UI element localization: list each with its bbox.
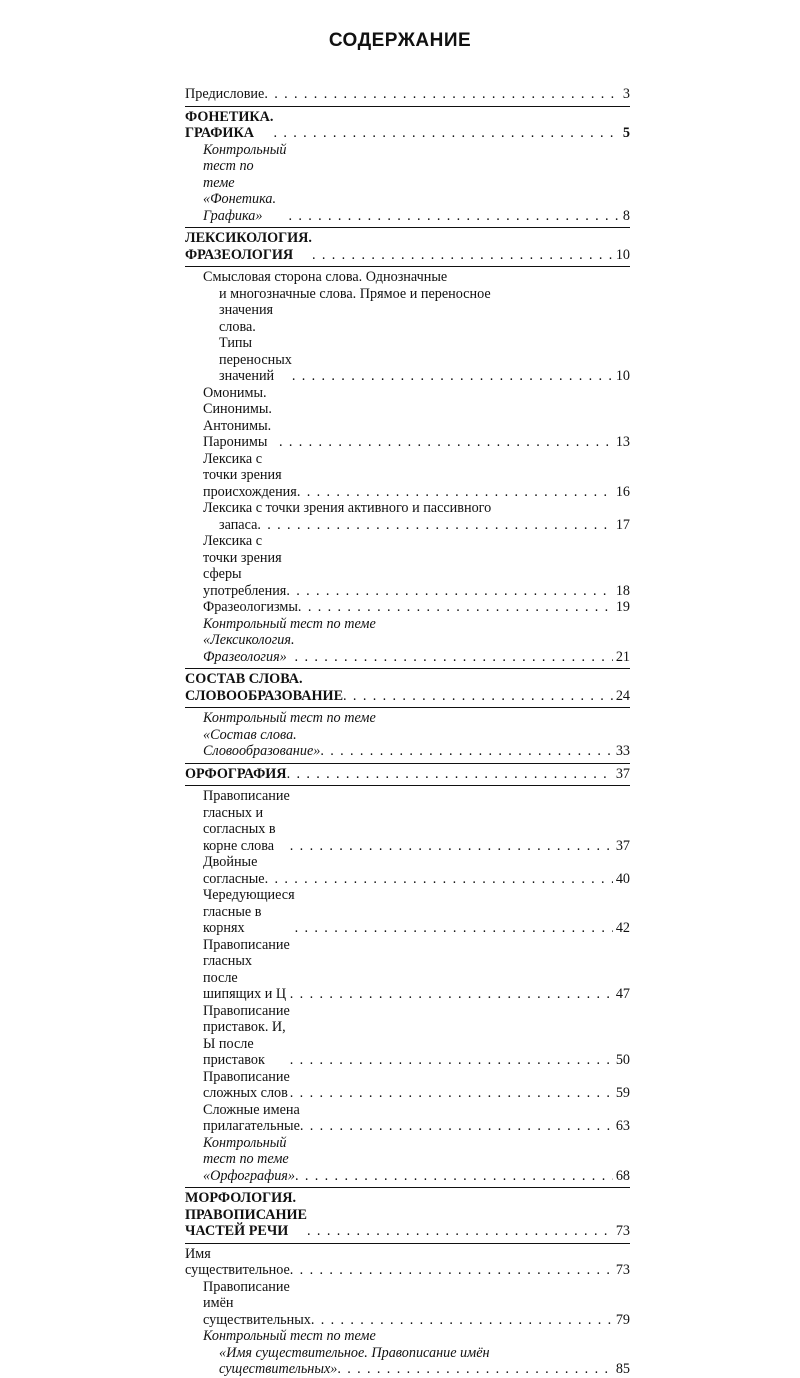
toc-page-number: 33 (615, 743, 630, 759)
toc-page-number: 68 (615, 1167, 630, 1184)
toc-page-number: 85 (615, 1361, 630, 1377)
toc-entry-title: Омонимы. Синонимы. Антонимы. Паронимы (203, 384, 272, 450)
toc-page-number: 37 (615, 765, 630, 782)
toc-entry-line[interactable]: Контрольный тест по теме (203, 710, 376, 726)
toc-entry[interactable] (185, 385, 630, 451)
toc-page-number: 10 (615, 368, 630, 384)
toc-entry-line[interactable]: «Имя существительное. Правописание имён (219, 1344, 490, 1361)
toc-page-number: 24 (615, 687, 630, 704)
toc-entry-title: Правописание приставок. И, Ы после приставок (203, 1002, 290, 1068)
section-divider (185, 785, 630, 786)
leader-dots (292, 368, 613, 385)
table-of-contents (185, 86, 630, 1378)
leader-dots (286, 583, 613, 600)
toc-page-number: 42 (615, 920, 630, 936)
section-divider (185, 1187, 630, 1188)
toc-entry-title: Правописание сложных слов (203, 1068, 290, 1101)
toc-entry-title: Контрольный тест по теме «Фонетика. Графика» (203, 141, 287, 224)
leader-dots (312, 247, 613, 264)
leader-dots (295, 1168, 613, 1185)
leader-dots (290, 1262, 613, 1279)
toc-entry[interactable] (185, 302, 630, 385)
leader-dots (343, 688, 613, 705)
leader-dots (300, 1118, 613, 1135)
toc-page-number: 10 (615, 246, 630, 263)
toc-entry-title: Правописание имён существительных (203, 1278, 311, 1328)
toc-entry-title: «Лексикология. Фразеология» (203, 632, 295, 665)
toc-entry-title: Предисловие (185, 86, 265, 102)
toc-section-word-structure[interactable] (185, 671, 630, 704)
toc-page-number: 16 (615, 483, 630, 500)
toc-page-number: 37 (615, 837, 630, 854)
leader-dots (307, 1223, 613, 1240)
leader-dots (320, 743, 612, 760)
toc-page-number: 59 (615, 1085, 630, 1101)
toc-page-number: 8 (622, 207, 630, 224)
toc-entry-line[interactable]: Контрольный тест по теме (203, 1328, 376, 1344)
section-divider (185, 227, 630, 228)
toc-entry-title: Правописание гласных после шипящих и Ц (203, 936, 290, 1002)
toc-section-lexicology[interactable] (185, 230, 630, 263)
toc-page-number: 63 (615, 1118, 630, 1134)
toc-entry-phonetics-test[interactable] (185, 142, 630, 225)
toc-entry-line[interactable]: Контрольный тест по теме (203, 615, 376, 632)
toc-entry-morphology-test[interactable] (185, 1361, 630, 1378)
toc-page-number: 3 (622, 86, 630, 102)
toc-page-number: 47 (615, 986, 630, 1002)
toc-entry[interactable] (185, 599, 630, 616)
toc-entry-title: Сложные имена прилагательные (203, 1101, 300, 1134)
leader-dots (290, 838, 613, 855)
toc-section-title: ОРФОГРАФИЯ (185, 765, 287, 782)
section-divider (185, 707, 630, 708)
toc-section-phonetics[interactable] (185, 109, 630, 142)
toc-entry-orthography-test[interactable] (185, 1135, 630, 1185)
toc-entry-word-structure-test[interactable] (185, 727, 630, 760)
toc-entry[interactable] (185, 533, 630, 599)
section-divider (185, 763, 630, 764)
leader-dots (337, 1361, 612, 1378)
toc-entry[interactable] (185, 1246, 630, 1279)
leader-dots (264, 86, 620, 103)
toc-entry[interactable] (185, 451, 630, 501)
toc-entry[interactable] (185, 854, 630, 887)
toc-page-number: 19 (615, 599, 630, 615)
toc-entry[interactable] (185, 1279, 630, 1329)
toc-page-number: 40 (615, 870, 630, 887)
toc-section-title: СОСТАВ СЛОВА. СЛОВООБРАЗОВАНИЕ (185, 671, 344, 704)
leader-dots (265, 871, 613, 888)
toc-page-number: 21 (615, 648, 630, 665)
leader-dots (290, 1085, 613, 1102)
toc-page-number: 17 (615, 516, 630, 533)
leader-dots (273, 125, 619, 142)
toc-entry[interactable] (185, 1069, 630, 1102)
toc-entry[interactable] (185, 1102, 630, 1135)
page-title: СОДЕРЖАНИЕ (328, 30, 472, 51)
toc-entry-title: значения слова. Типы переносных значений (219, 302, 292, 384)
section-divider (185, 1243, 630, 1244)
toc-entry[interactable] (185, 517, 630, 534)
section-divider (185, 668, 630, 669)
toc-entry-preface[interactable] (185, 86, 630, 103)
toc-entry-title: Фразеологизмы (203, 599, 298, 615)
toc-entry-title: Двойные согласные (203, 854, 265, 887)
leader-dots (295, 920, 613, 937)
toc-entry-title: «Состав слова. Словообразование» (203, 726, 321, 759)
toc-section-title: ЛЕКСИКОЛОГИЯ. ФРАЗЕОЛОГИЯ (185, 230, 312, 263)
toc-entry-line[interactable]: Лексика с точки зрения активного и пассивного (203, 500, 492, 516)
toc-entry-title: существительных» (219, 1361, 338, 1377)
leader-dots (290, 1052, 613, 1069)
toc-section-title: МОРФОЛОГИЯ. ПРАВОПИСАНИЕ ЧАСТЕЙ РЕЧИ (185, 1190, 308, 1239)
toc-entry[interactable] (185, 788, 630, 854)
leader-dots (311, 1312, 613, 1329)
leader-dots (297, 484, 613, 501)
toc-entry[interactable] (185, 937, 630, 1003)
leader-dots (257, 517, 612, 534)
leader-dots (287, 766, 613, 783)
section-divider (185, 266, 630, 267)
toc-page-number: 18 (615, 582, 630, 599)
toc-entry-line[interactable]: и многозначные слова. Прямое и переносное (219, 285, 491, 302)
toc-section-orthography[interactable] (185, 766, 630, 783)
leader-dots (288, 208, 619, 225)
toc-section-morphology[interactable] (185, 1190, 630, 1240)
toc-entry-lexicology-test[interactable] (185, 632, 630, 665)
toc-entry-title: Лексика с точки зрения сферы употребления (203, 533, 287, 599)
toc-entry-line[interactable]: Смысловая сторона слова. Однозначные (203, 269, 448, 285)
toc-entry-title: Лексика с точки зрения происхождения (203, 450, 297, 500)
section-divider (185, 106, 630, 107)
toc-entry-title: Имя существительное (185, 1245, 290, 1278)
toc-entry-title: запаса (219, 516, 258, 533)
toc-entry-title: Контрольный тест по теме «Орфография» (203, 1134, 295, 1184)
toc-page-number: 13 (615, 434, 630, 450)
toc-entry[interactable] (185, 1003, 630, 1069)
toc-page-number: 73 (615, 1223, 630, 1239)
toc-page-number: 50 (615, 1052, 630, 1068)
leader-dots (279, 434, 613, 451)
leader-dots (298, 599, 613, 616)
leader-dots (290, 986, 613, 1003)
toc-entry[interactable] (185, 887, 630, 937)
toc-entry-title: Правописание гласных и согласных в корне слова (203, 788, 290, 854)
toc-page-number: 5 (622, 125, 630, 141)
toc-page-number: 79 (615, 1311, 630, 1328)
toc-section-title: ФОНЕТИКА. ГРАФИКА (185, 108, 274, 141)
leader-dots (295, 649, 613, 666)
toc-page-number: 73 (615, 1262, 630, 1278)
toc-entry-title: Чередующиеся гласные в корнях (203, 887, 295, 936)
